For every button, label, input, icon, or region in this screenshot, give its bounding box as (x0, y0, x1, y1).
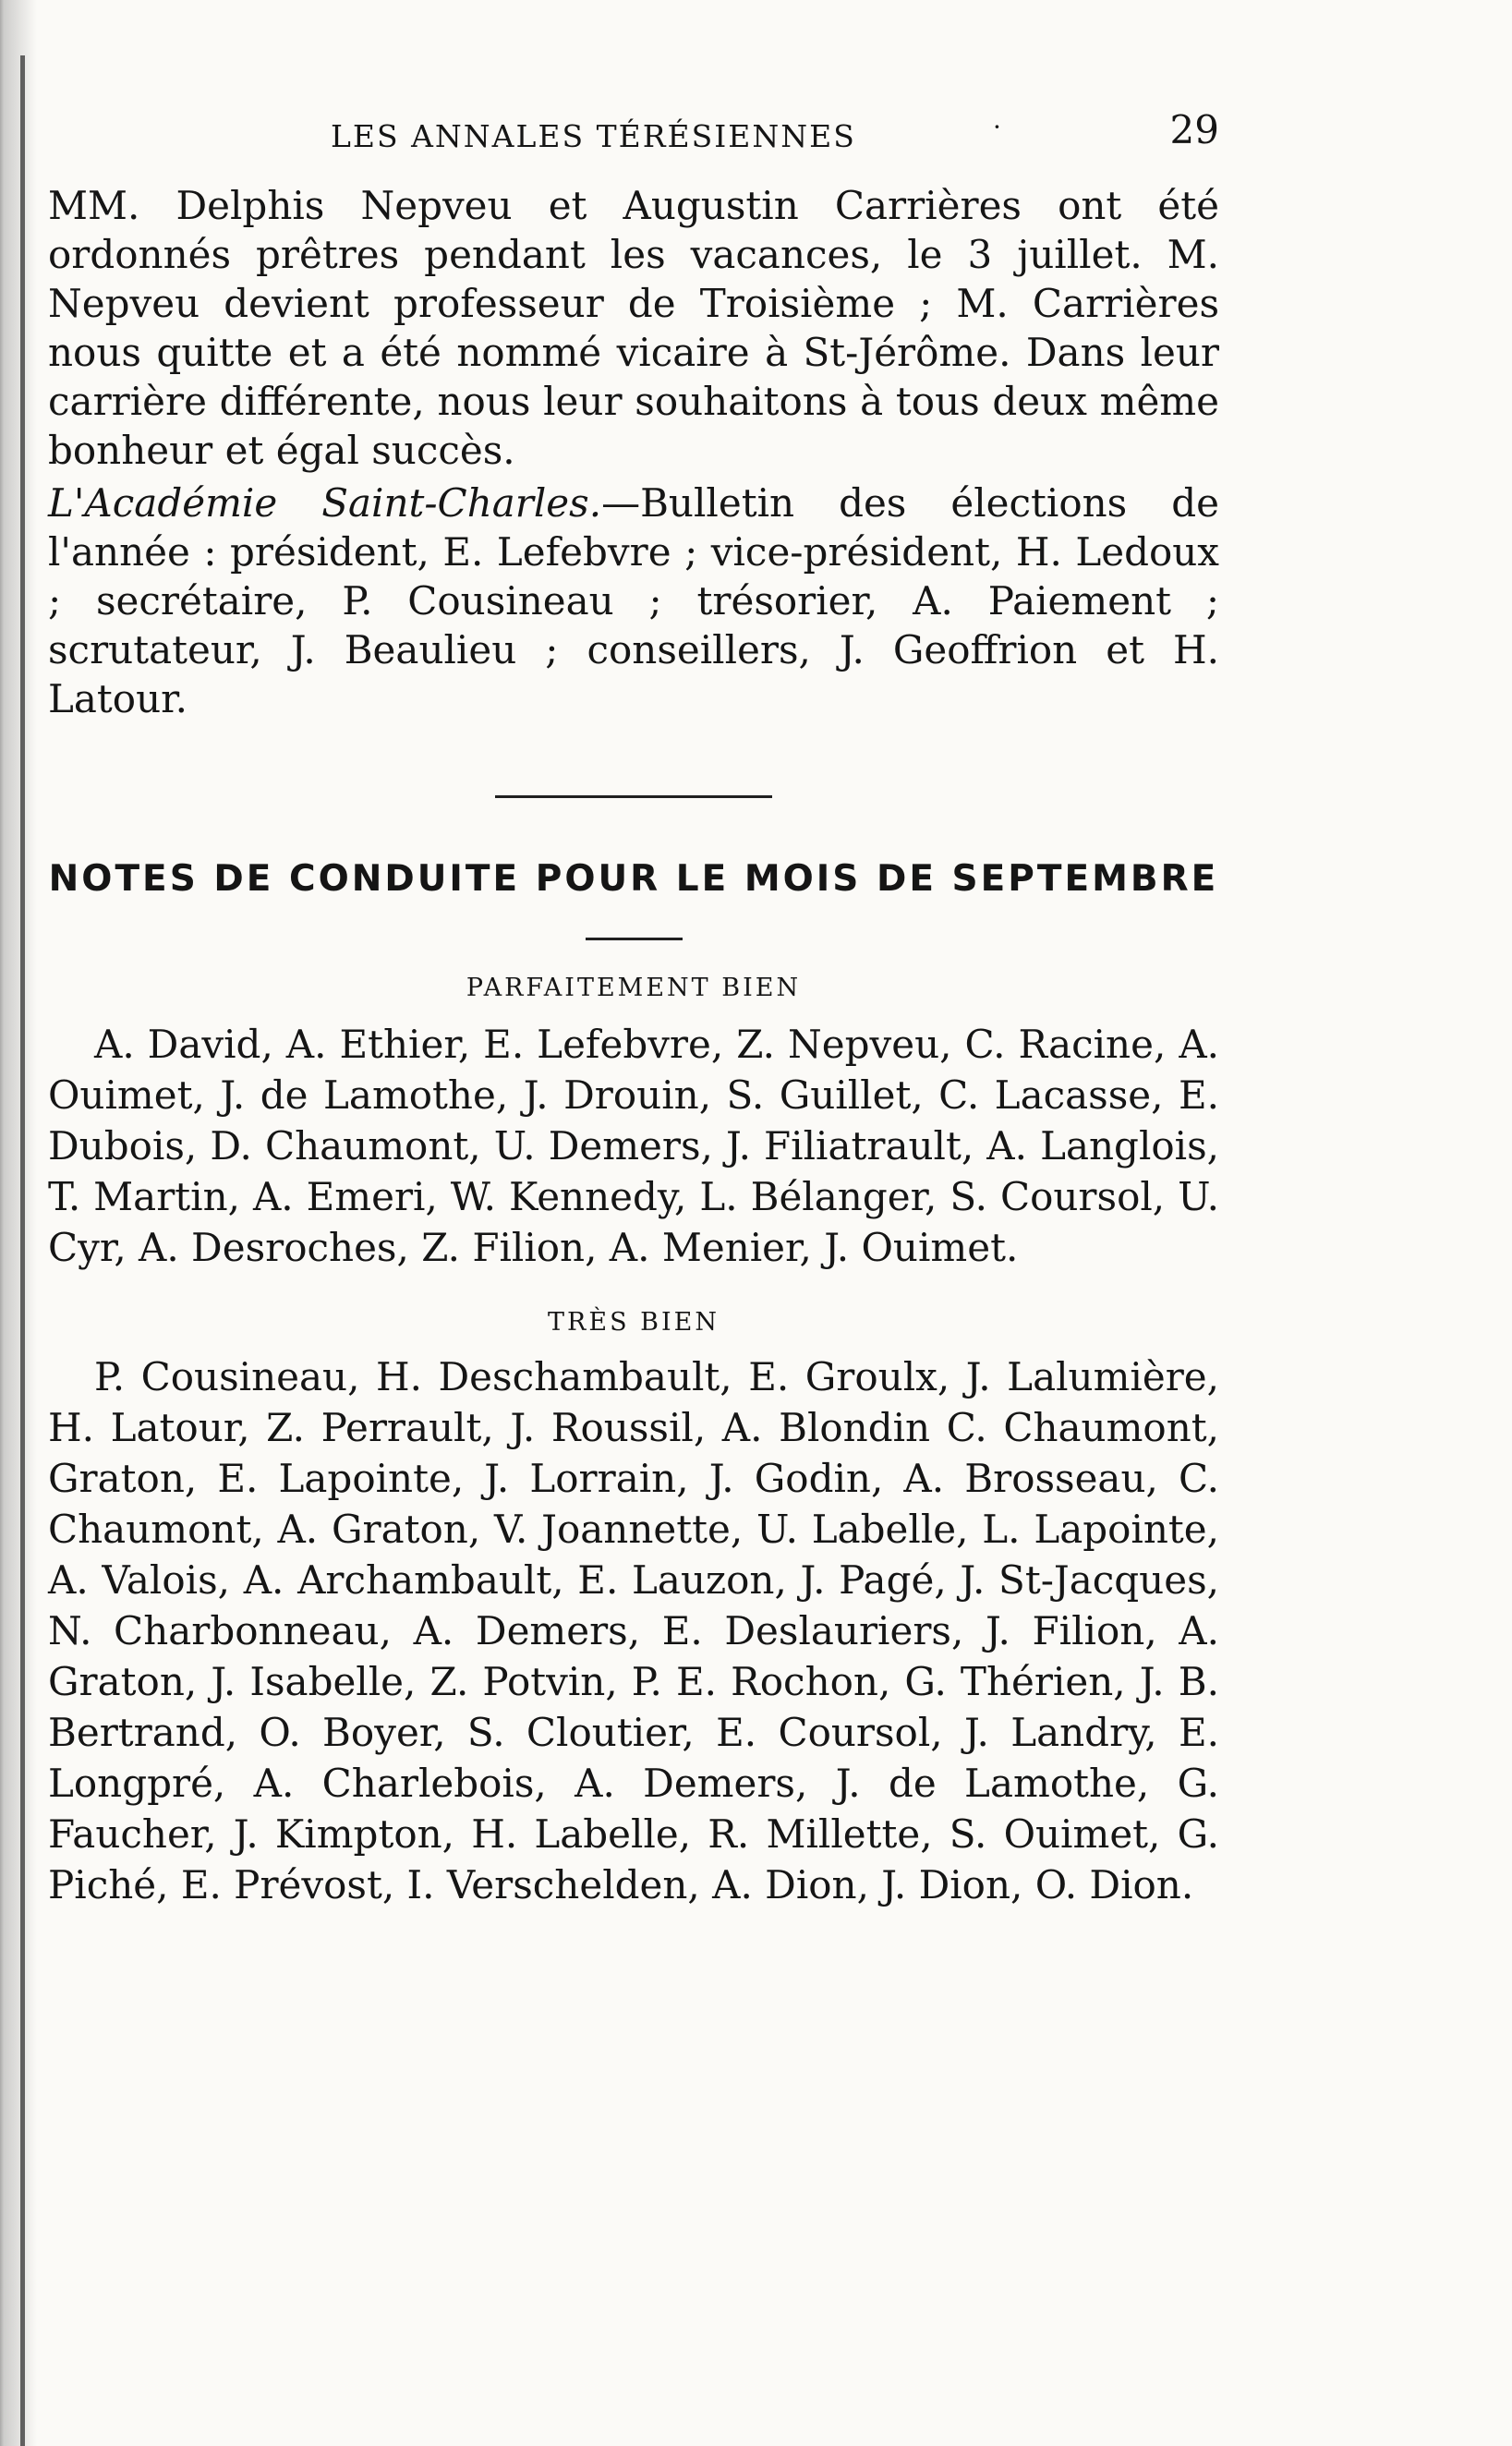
academy-title: L'Académie Saint-Charles. (48, 480, 602, 526)
tres-bien-list: P. Cousineau, H. Deschambault, E. Groulx, J. Lalumière, H. Latour, Z. Perrault, J. Roussil, A. Blondin C. Chaumont, Graton, E. Lapointe, J. Lorrain, J. Godin, A. Brosseau, C. Chaumont, A. Graton, V. Joannette, U. Labelle, L. Lapointe, A. Valois, A. Archambault, E. Lauzon, J. Pagé, J. St-Jacques, N. Charbonneau, A. Demers, E. Deslauriers, J. Filion, A. Graton, J. Isabelle, Z. Potvin, P. E. Rochon, G. Thérien, J. B. Bertrand, O. Boyer, S. Cloutier, E. Coursol, J. Landry, E. Longpré, A. Charlebois, A. Demers, J. de Lamothe, G. Faucher, J. Kimpton, H. Labelle, R. Millette, S. Ouimet, G. Piché, E. Prévost, I. Verschelden, A. Dion, J. Dion, O. Dion. (48, 1354, 1219, 1907)
running-title: LES ANNALES TÉRÉSIENNES (331, 118, 856, 154)
notes-title: NOTES DE CONDUITE POUR LE MOIS DE SEPTEMBRE (48, 858, 1219, 900)
tres-bien-heading: TRÈS BIEN (548, 1308, 720, 1337)
running-header (48, 102, 1219, 166)
parfaitement-list: A. David, A. Ethier, E. Lefebvre, Z. Nepveu, C. Racine, A. Ouimet, J. de Lamothe, J. Drouin, S. Guillet, C. Lacasse, E. Dubois, D. Chaumont, U. Demers, J. Filiatrault, A. Langlois, T. Martin, A. Emeri, W. Kennedy, L. Bélanger, S. Coursol, U. Cyr, A. Desroches, Z. Filion, A. Menier, J. Ouimet. (48, 1022, 1219, 1270)
academy-paragraph (48, 478, 1219, 723)
header-dot: · (993, 112, 1001, 142)
section-divider (495, 795, 772, 798)
document-page (48, 102, 1219, 1910)
short-divider (586, 938, 683, 940)
ordination-paragraph: MM. Delphis Nepveu et Augustin Carrières ont été ordonnés prêtres pendant les vacances, le 3 juillet. M. Nepveu devient professeur de Troisième ; M. Carrières nous quitte et a été nommé vicaire à St-Jérôme. Dans leur carrière différente, nous leur souhaitons à tous deux même bonheur et égal succès. (48, 183, 1219, 473)
academy-text: —Bulletin des élections de l'année : président, E. Lefebvre ; vice-président, H. Ledoux ; secrétaire, P. Cousineau ; trésorier, A. Paiement ; scrutateur, J. Beaulieu ; conseillers, J. Geoffrion et H. Latour. (48, 480, 1219, 721)
page-number: 29 (1169, 107, 1219, 152)
binding-edge-line (20, 55, 25, 2446)
parfaitement-heading: PARFAITEMENT BIEN (466, 974, 802, 1002)
scan-shadow (0, 0, 39, 2446)
